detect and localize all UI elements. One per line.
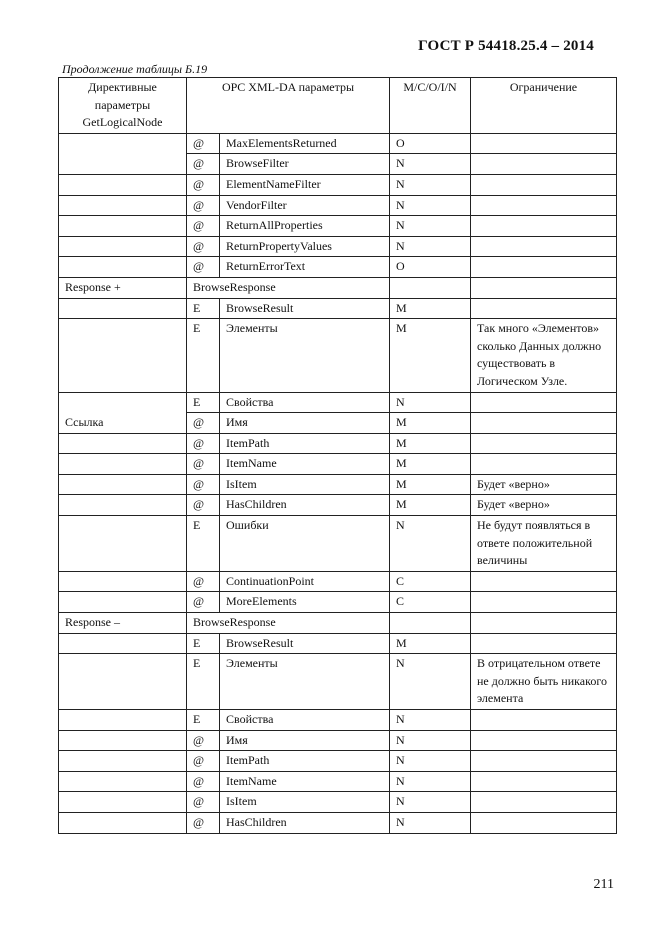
mcoin-cell: N (390, 392, 471, 413)
mcoin-cell: N (390, 792, 471, 813)
mcoin-cell: N (390, 154, 471, 175)
opc-parameter-cell: MoreElements (220, 592, 390, 613)
opc-parameter-cell: ItemName (220, 771, 390, 792)
table-row (59, 195, 617, 216)
mcoin-cell (390, 277, 471, 298)
element-kind-cell: @ (187, 474, 220, 495)
element-kind-cell: @ (187, 571, 220, 592)
table-row (59, 174, 617, 195)
element-kind-cell: E (187, 516, 220, 572)
opc-parameter-cell: IsItem (220, 792, 390, 813)
mcoin-cell: M (390, 474, 471, 495)
header-restriction: Ограничение (471, 78, 617, 134)
directive-cell (59, 433, 187, 454)
directive-cell (59, 236, 187, 257)
restriction-cell: Не будут появляться в ответе положительной величины (471, 516, 617, 572)
mcoin-cell: N (390, 236, 471, 257)
table-row (59, 454, 617, 475)
directive-cell (59, 771, 187, 792)
table-row (59, 298, 617, 319)
element-kind-cell: @ (187, 792, 220, 813)
page-number: 211 (593, 877, 614, 892)
element-kind-cell: E (187, 392, 220, 413)
mcoin-cell: M (390, 319, 471, 392)
opc-parameter-cell: VendorFilter (220, 195, 390, 216)
restriction-cell: Так много «Элементов» сколько Данных должно существовать в Логическом Узле. (471, 319, 617, 392)
restriction-cell (471, 710, 617, 731)
opc-parameter-cell: Имя (220, 730, 390, 751)
opc-parameter-cell: Ошибки (220, 516, 390, 572)
directive-cell (59, 812, 187, 833)
table-row (59, 516, 617, 572)
table-row (59, 613, 617, 634)
opc-parameter-cell: Имя (220, 413, 390, 434)
mcoin-cell: O (390, 133, 471, 154)
table-caption: Продолжение таблицы Б.19 (62, 62, 208, 76)
table-row (59, 771, 617, 792)
element-kind-cell: @ (187, 812, 220, 833)
restriction-cell (471, 433, 617, 454)
element-kind-cell: @ (187, 454, 220, 475)
directive-cell (59, 216, 187, 237)
opc-parameter-cell: HasChildren (220, 495, 390, 516)
directive-cell (59, 592, 187, 613)
opc-parameter-cell: ItemPath (220, 751, 390, 772)
table-body (59, 133, 617, 833)
element-kind-cell: @ (187, 133, 220, 154)
header-opc: OPC XML-DA параметры (187, 78, 390, 134)
restriction-cell (471, 613, 617, 634)
directive-cell (59, 792, 187, 813)
restriction-cell (471, 571, 617, 592)
element-kind-cell: @ (187, 174, 220, 195)
restriction-cell (471, 257, 617, 278)
directive-cell (59, 730, 187, 751)
restriction-cell (471, 174, 617, 195)
restriction-cell (471, 812, 617, 833)
element-kind-cell: @ (187, 236, 220, 257)
table-row (59, 154, 617, 175)
header-mcoin: M/C/O/I/N (390, 78, 471, 134)
mcoin-cell: N (390, 516, 471, 572)
restriction-cell (471, 154, 617, 175)
table-row (59, 495, 617, 516)
restriction-cell (471, 216, 617, 237)
restriction-cell (471, 298, 617, 319)
element-kind-cell: E (187, 298, 220, 319)
table-row (59, 633, 617, 654)
element-kind-cell: @ (187, 730, 220, 751)
restriction-cell (471, 195, 617, 216)
mcoin-cell: O (390, 257, 471, 278)
mcoin-cell: N (390, 654, 471, 710)
mcoin-cell: M (390, 454, 471, 475)
opc-parameter-cell: MaxElementsReturned (220, 133, 390, 154)
table-row (59, 792, 617, 813)
element-kind-cell: @ (187, 592, 220, 613)
directive-cell (59, 495, 187, 516)
table-row (59, 592, 617, 613)
opc-parameter-cell: ContinuationPoint (220, 571, 390, 592)
table-row (59, 277, 617, 298)
table-row (59, 474, 617, 495)
mcoin-cell: M (390, 413, 471, 434)
table-row (59, 216, 617, 237)
element-kind-cell: @ (187, 413, 220, 434)
directive-cell (59, 633, 187, 654)
mcoin-cell (390, 613, 471, 634)
mcoin-cell: M (390, 633, 471, 654)
opc-parameter-cell: ElementNameFilter (220, 174, 390, 195)
table-row (59, 433, 617, 454)
directive-cell (59, 710, 187, 731)
table-row (59, 812, 617, 833)
restriction-cell (471, 133, 617, 154)
mcoin-cell: M (390, 298, 471, 319)
response-name-cell: BrowseResponse (187, 277, 390, 298)
table-row (59, 133, 617, 154)
directive-cell (59, 154, 187, 175)
restriction-cell (471, 771, 617, 792)
opc-parameter-cell: HasChildren (220, 812, 390, 833)
restriction-cell (471, 730, 617, 751)
directive-cell (59, 133, 187, 154)
directive-cell (59, 319, 187, 392)
directive-cell (59, 454, 187, 475)
mcoin-cell: M (390, 433, 471, 454)
table-row (59, 710, 617, 731)
element-kind-cell: @ (187, 154, 220, 175)
element-kind-cell: @ (187, 216, 220, 237)
opc-parameter-cell: BrowseFilter (220, 154, 390, 175)
directive-cell (59, 195, 187, 216)
mcoin-cell: C (390, 592, 471, 613)
element-kind-cell: E (187, 319, 220, 392)
mcoin-cell: N (390, 216, 471, 237)
directive-cell: Ссылка (59, 413, 187, 434)
element-kind-cell: @ (187, 771, 220, 792)
directive-cell (59, 298, 187, 319)
table-row (59, 392, 617, 413)
directive-cell (59, 257, 187, 278)
mcoin-cell: N (390, 751, 471, 772)
mcoin-cell: N (390, 195, 471, 216)
table-row (59, 751, 617, 772)
restriction-cell (471, 392, 617, 413)
element-kind-cell: @ (187, 257, 220, 278)
restriction-cell (471, 413, 617, 434)
table-row (59, 730, 617, 751)
opc-parameter-cell: Элементы (220, 319, 390, 392)
opc-parameter-cell: Элементы (220, 654, 390, 710)
restriction-cell (471, 792, 617, 813)
mcoin-cell: M (390, 495, 471, 516)
restriction-cell: Будет «верно» (471, 474, 617, 495)
directive-cell (59, 392, 187, 413)
table-row (59, 571, 617, 592)
element-kind-cell: E (187, 654, 220, 710)
table-row (59, 654, 617, 710)
response-name-cell: BrowseResponse (187, 613, 390, 634)
mcoin-cell: N (390, 771, 471, 792)
element-kind-cell: @ (187, 751, 220, 772)
restriction-cell: В отрицательном ответе не должно быть никакого элемента (471, 654, 617, 710)
opc-parameter-cell: ReturnAllProperties (220, 216, 390, 237)
directive-cell (59, 174, 187, 195)
opc-parameter-cell: ItemPath (220, 433, 390, 454)
mcoin-cell: N (390, 174, 471, 195)
mcoin-cell: N (390, 710, 471, 731)
restriction-cell (471, 751, 617, 772)
opc-parameter-cell: IsItem (220, 474, 390, 495)
restriction-cell (471, 454, 617, 475)
opc-parameter-cell: Свойства (220, 710, 390, 731)
mcoin-cell: N (390, 730, 471, 751)
opc-parameter-cell: BrowseResult (220, 298, 390, 319)
opc-parameter-cell: ItemName (220, 454, 390, 475)
directive-cell (59, 571, 187, 592)
directive-cell: Response – (59, 613, 187, 634)
directive-cell (59, 474, 187, 495)
opc-parameter-cell: ReturnErrorText (220, 257, 390, 278)
element-kind-cell: @ (187, 433, 220, 454)
table-row (59, 319, 617, 392)
table-row (59, 257, 617, 278)
element-kind-cell: E (187, 633, 220, 654)
restriction-cell (471, 277, 617, 298)
opc-parameter-cell: ReturnPropertyValues (220, 236, 390, 257)
directive-cell (59, 516, 187, 572)
table-row (59, 413, 617, 434)
element-kind-cell: E (187, 710, 220, 731)
mcoin-cell: N (390, 812, 471, 833)
directive-cell (59, 654, 187, 710)
mapping-table (58, 77, 617, 834)
element-kind-cell: @ (187, 195, 220, 216)
element-kind-cell: @ (187, 495, 220, 516)
header-row (59, 78, 617, 134)
table-row (59, 236, 617, 257)
header-directive: Директивные параметры GetLogicalNode (59, 78, 187, 134)
directive-cell (59, 751, 187, 772)
opc-parameter-cell: Свойства (220, 392, 390, 413)
directive-cell: Response + (59, 277, 187, 298)
standard-designation: ГОСТ Р 54418.25.4 – 2014 (418, 38, 594, 54)
restriction-cell (471, 592, 617, 613)
restriction-cell (471, 236, 617, 257)
opc-parameter-cell: BrowseResult (220, 633, 390, 654)
restriction-cell (471, 633, 617, 654)
restriction-cell: Будет «верно» (471, 495, 617, 516)
mcoin-cell: C (390, 571, 471, 592)
